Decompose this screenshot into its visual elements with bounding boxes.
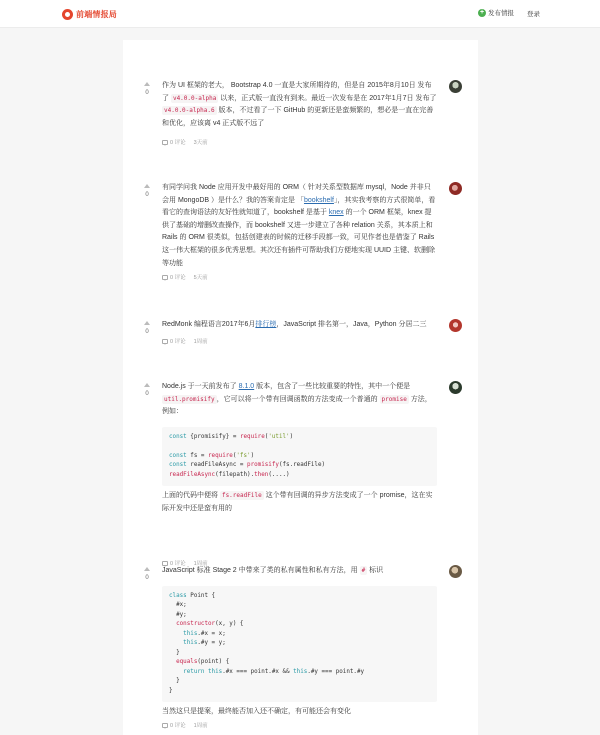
post-meta [162,138,208,146]
publish-button[interactable] [478,8,514,17]
code-line [169,677,430,687]
code-line [169,620,430,630]
code-line [169,471,430,481]
post-content [162,381,437,515]
vote-box [140,82,154,96]
vote-count: 0 [145,391,149,397]
code-token: const [169,433,191,440]
code-line [169,658,430,668]
avatar[interactable] [449,381,462,394]
post-content [162,319,437,332]
code-token: .#x = x; [197,630,226,637]
post-meta [162,273,208,281]
post-meta [162,721,208,729]
code-token: class [169,592,191,599]
code-line [169,592,430,602]
code-token: } [169,649,180,656]
vote-box [140,321,154,335]
code-token: #y; [169,611,187,618]
logo-text: 前端情报局 [76,9,117,19]
vote-box [140,184,154,198]
comment-icon [162,339,168,344]
upvote-arrow-icon[interactable] [144,82,150,86]
code-token: then [254,471,269,478]
post-time[interactable]: 3天前 [193,140,208,146]
ranking-link[interactable]: 排行榜 [255,321,277,328]
avatar[interactable] [449,182,462,195]
code-token: } [169,687,173,694]
code-token: (filepath). [215,471,255,478]
comment-icon [162,275,168,280]
code-token: const [169,452,191,459]
code-token: ) [289,433,294,440]
post-text: 有同学问我 Node 应用开发中最好用的 ORM（ 针对关系型数据库 mysql，Node 并非只会用 MongoDB ）是什么？我的答案肯定是 「bookshelf」，其实我考察的方式很简单，看看它的查询语法的友好性就知道了，bookshelf 是基于 knex 的一个 ORM 框架，knex 提供了基础的增删改查操作，而 bookshelf 又进一步建立了各种 relation 关系，其本质上和 Rails 的 ORM 很类似，包括创建表的时候的迁移手段都一致，可见作者也是借鉴了 Rails 这一伟大框架的很多优秀思想。其次还有插件可帮助我们方便地实现 UUID 主键、软删除等功能 [162,184,436,267]
avatar[interactable] [449,319,462,332]
post-time[interactable]: 1周前 [193,339,208,345]
code-token: 'fs' [236,452,251,459]
code-line [169,611,430,621]
avatar[interactable] [449,80,462,93]
post-text-after: 上面的代码中便将 fs.readFile 这个带有回调的异步方法变成了一个 promise，这在实际开发中还是蛮有用的 [162,492,433,512]
comment-count-link[interactable]: 0 评论 [170,275,186,281]
upvote-arrow-icon[interactable] [144,567,150,571]
inline-code: v4.0.0-alpha.6 [164,107,215,115]
code-line [169,649,430,659]
post-content [162,565,437,719]
post-content [162,182,437,270]
feed-card [123,40,478,735]
code-block [162,586,437,703]
vote-count: 0 [145,192,149,198]
code-line [169,461,430,471]
comment-count-link[interactable]: 0 评论 [170,339,186,345]
code-token: this [169,630,198,637]
code-token: ( [264,433,269,440]
code-line [169,452,430,462]
code-line [169,639,430,649]
code-token: ) [250,452,255,459]
code-token: this [293,668,308,675]
code-line [169,668,430,678]
comment-count-link[interactable]: 0 评论 [170,561,186,567]
comment-count-link[interactable]: 0 评论 [170,723,186,729]
vote-count: 0 [145,329,149,335]
code-token: readFileAsync = [190,462,248,469]
code-token: #x; [169,602,187,609]
code-token: .#y === point.#y [307,668,365,675]
comment-icon [162,723,168,728]
code-token: constructor [169,621,216,628]
post-time[interactable]: 1周前 [193,723,208,729]
code-token: equals [169,659,198,666]
post-meta [162,337,208,345]
code-token: .#y = y; [197,640,226,647]
comment-count-link[interactable]: 0 评论 [170,140,186,146]
post-text: JavaScript 标准 Stage 2 中带来了类的私有属性和私有方法，用 # 标识 [162,567,384,574]
knex-link[interactable]: knex [328,209,344,217]
plus-icon: + [479,8,485,16]
code-token: promisify [247,462,279,469]
code-token: (point) { [197,659,230,666]
upvote-arrow-icon[interactable] [144,321,150,325]
bookshelf-link[interactable]: bookshelf [303,196,334,204]
comment-icon [162,140,168,145]
logo-icon [62,9,73,20]
code-token: this [169,640,198,647]
code-line [169,601,430,611]
inline-code: v4.0.0-alpha [172,94,217,102]
inline-code: util.promisify [164,395,215,403]
inline-code: fs.readFile [221,492,262,500]
code-token: Point { [190,592,216,599]
post-time[interactable]: 5天前 [193,275,208,281]
code-token: (....) [268,471,290,478]
post-text: RedMonk 编程语言2017年6月排行榜，JavaScript 排名第一，Java，Python 分居二三 [162,321,427,328]
code-line [169,630,430,640]
vote-count: 0 [145,90,149,96]
vote-box [140,383,154,397]
code-token: const [169,462,191,469]
code-token: readFileAsync [169,471,216,478]
post-content [162,80,437,130]
upvote-arrow-icon[interactable] [144,184,150,188]
code-line [169,433,430,443]
version-link[interactable]: 8.1.0 [238,383,255,390]
code-token: (fs.readFile) [278,462,326,469]
code-token: return this [169,668,223,675]
publish-label: 发布情报 [488,10,514,17]
code-token: fs = [190,452,209,459]
post-text: 作为 UI 框架的老大， Bootstrap 4.0 一直是大家所期待的，但是自 2015年8月10日 发布了 v4.0.0-alpha 以来，正式版一直没有到来。最近一次发布是在 2017年1月7日 发布了 v4.0.0-alpha.6 版本，不过看了一下 GitHub 的更新还是蛮频繁的，想必是一直在完善和优化，应该离 v4 正式版不远了 [162,82,437,127]
code-token: } [169,678,180,685]
login-link[interactable]: 登录 [527,11,540,18]
post-text: Node.js 于一天前发布了 8.1.0 版本，包含了一些比较重要的特性，其中一个便是 util.promisify ，它可以将一个带有回调函数的方法变成一个普通的 promise 方法，例如： [162,383,432,416]
post-text-after: 当然这只是提案，最终能否加入还不确定，有可能还会有变化 [162,708,351,716]
inline-code: promise [381,395,407,403]
code-token: {promisify} = [190,433,240,440]
upvote-arrow-icon[interactable] [144,383,150,387]
post-time[interactable]: 1周前 [193,561,208,567]
vote-box [140,567,154,581]
code-token: ( [232,452,237,459]
code-line [169,687,430,697]
avatar[interactable] [449,565,462,578]
code-token: require [208,452,233,459]
code-token: require [239,433,265,440]
top-navbar [0,0,600,28]
code-line [169,442,430,452]
code-token: 'util' [268,433,290,440]
site-logo[interactable] [62,7,117,21]
vote-count: 0 [145,575,149,581]
code-token: (x, y) { [215,621,244,628]
code-token: .#x === point.#x && [222,668,294,675]
inline-code: # [361,567,366,574]
code-block [162,427,437,487]
